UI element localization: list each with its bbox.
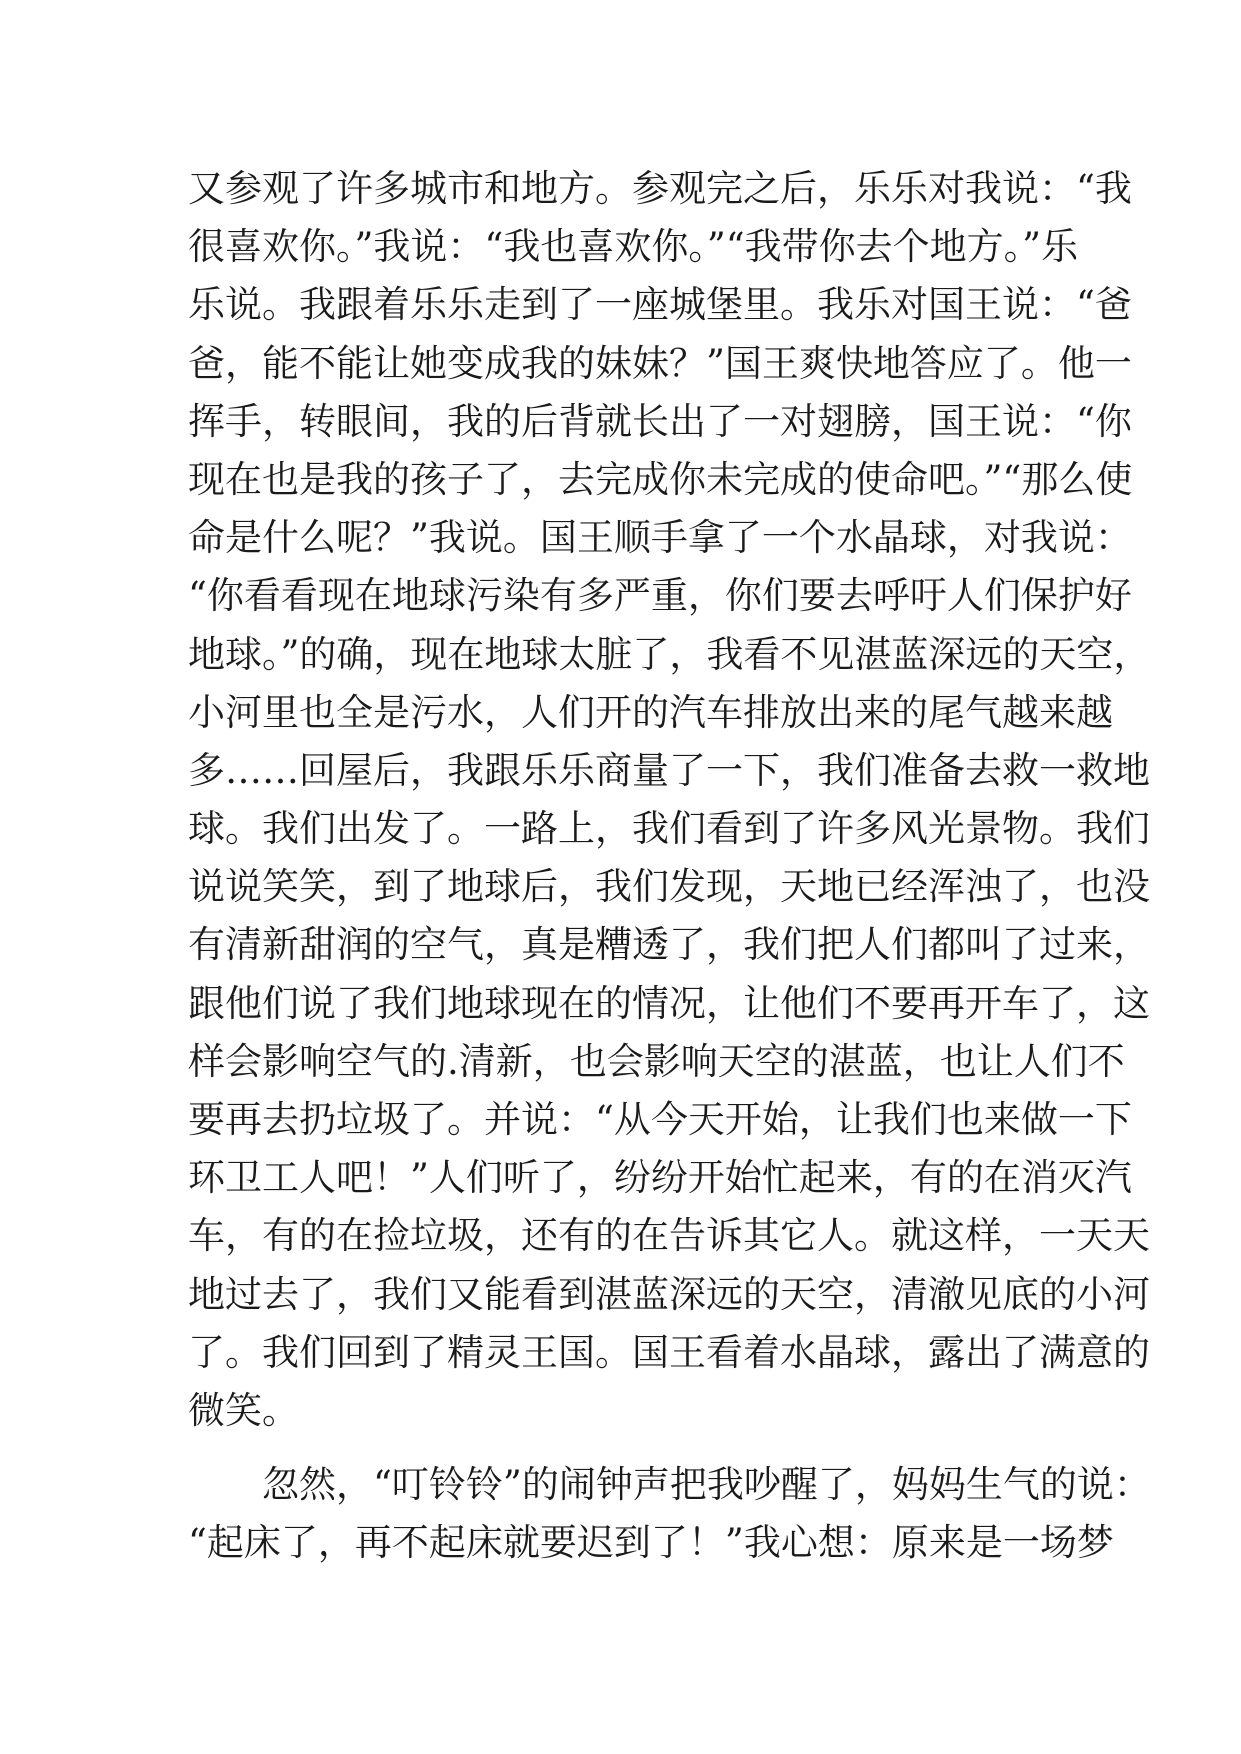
text-line: 现在也是我的孩子了，去完成你未完成的使命吧。”“那么使: [188, 457, 1133, 501]
text-line: 多……回屋后，我跟乐乐商量了一下，我们准备去救一救地: [188, 748, 1150, 792]
text-line: 样会影响空气的.清新，也会影响天空的湛蓝，也让人们不: [188, 1039, 1125, 1083]
text-line: 跟他们说了我们地球现在的情况，让他们不要再开车了，这: [188, 981, 1150, 1025]
text-line: “起床了，再不起床就要迟到了！”我心想：原来是一场梦: [188, 1521, 1114, 1565]
text-line: “你看看现在地球污染有多严重，你们要去呼吁人们保护好: [188, 574, 1132, 618]
text-line: 了。我们回到了精灵王国。国王看着水晶球，露出了满意的: [188, 1330, 1150, 1374]
text-line: 有清新甜润的空气，真是糟透了，我们把人们都叫了过来，: [188, 923, 1150, 967]
text-line: 乐说。我跟着乐乐走到了一座城堡里。我乐对国王说：“爸: [188, 283, 1132, 327]
text-line: 命是什么呢？”我说。国王顺手拿了一个水晶球，对我说：: [188, 516, 1132, 560]
text-line: 地球。”的确，现在地球太脏了，我看不见湛蓝深远的天空，: [188, 632, 1151, 676]
paragraph-2: [188, 1456, 1151, 1572]
text-line: 地过去了，我们又能看到湛蓝深远的天空，清澈见底的小河: [188, 1272, 1150, 1316]
text-line: 微笑。: [188, 1388, 299, 1432]
text-line: 球。我们出发了。一路上，我们看到了许多风光景物。我们: [188, 807, 1150, 851]
text-line: 小河里也全是污水，人们开的汽车排放出来的尾气越来越: [188, 690, 1113, 734]
text-line: 要再去扔垃圾了。并说：“从今天开始，让我们也来做一下: [188, 1098, 1132, 1141]
paragraph-1: [188, 160, 1151, 1440]
text-line: 车，有的在捡垃圾，还有的在告诉其它人。就这样，一天天: [188, 1214, 1150, 1258]
text-line: 环卫工人吧！”人们听了，纷纷开始忙起来，有的在消灭汽: [188, 1156, 1132, 1200]
text-line: 挥手，转眼间，我的后背就长出了一对翅膀，国王说：“你: [188, 399, 1132, 443]
text-line: 说说笑笑，到了地球后，我们发现，天地已经浑浊了，也没: [188, 865, 1150, 909]
document-body: [188, 160, 1151, 1573]
text-line: 很喜欢你。”我说：“我也喜欢你。”“我带你去个地方。”乐: [188, 225, 1079, 269]
text-line: 又参观了许多城市和地方。参观完之后，乐乐对我说：“我: [188, 167, 1132, 210]
text-line: 爸，能不能让她变成我的妹妹？”国王爽快地答应了。他一: [188, 341, 1132, 385]
text-line: 忽然，“叮铃铃”的闹钟声把我吵醒了，妈妈生气的说：: [262, 1463, 1151, 1507]
paragraph-gap: [188, 1440, 1068, 1456]
